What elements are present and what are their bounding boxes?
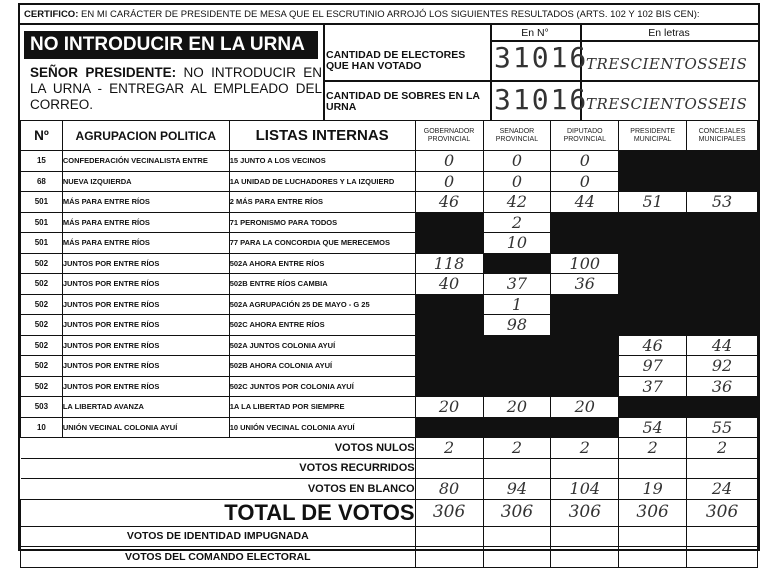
- row-lista: 502C JUNTOS POR COLONIA AYUÍ: [229, 376, 415, 397]
- summary-cell: 80: [415, 479, 483, 500]
- vote-cell: 98: [483, 315, 551, 336]
- blocked-cell: [687, 315, 758, 336]
- vote-cell: 37: [619, 376, 687, 397]
- row-lista: 502B AHORA COLONIA AYUÍ: [229, 356, 415, 377]
- blocked-cell: [619, 274, 687, 295]
- footer-cell: [619, 547, 687, 568]
- row-agrupacion: NUEVA IZQUIERDA: [62, 171, 229, 192]
- blocked-cell: [687, 294, 758, 315]
- total-cell: 306: [415, 499, 483, 526]
- row-agrupacion: JUNTOS POR ENTRE RÍOS: [62, 356, 229, 377]
- footer-cell: [551, 526, 619, 547]
- row-lista: 1A LA LIBERTAD POR SIEMPRE: [229, 397, 415, 418]
- header-en-letras: En letras: [648, 27, 690, 39]
- electores-label: CANTIDAD DE ELECTORES QUE HAN VOTADO: [326, 49, 466, 72]
- electores-number: 31016: [494, 41, 589, 74]
- summary-cell: [687, 458, 758, 479]
- summary-cell: 104: [551, 479, 619, 500]
- footer-cell: [619, 526, 687, 547]
- vote-cell: 44: [687, 335, 758, 356]
- blocked-cell: [483, 356, 551, 377]
- vote-cell: 44: [551, 192, 619, 213]
- row-lista: 10 UNIÓN VECINAL COLONIA AYUÍ: [229, 417, 415, 438]
- row-lista: 71 PERONISMO PARA TODOS: [229, 212, 415, 233]
- blocked-cell: [619, 212, 687, 233]
- vote-cell: 100: [551, 253, 619, 274]
- row-number: 501: [21, 233, 63, 254]
- row-lista: 1A UNIDAD DE LUCHADORES Y LA IZQUIERD: [229, 171, 415, 192]
- blocked-cell: [551, 315, 619, 336]
- electores-letters: TRESCIENTOSSEIS: [586, 55, 748, 73]
- table-row: [21, 417, 758, 438]
- total-row: [21, 499, 758, 526]
- row-number: 503: [21, 397, 63, 418]
- table-row: [21, 212, 758, 233]
- blocked-cell: [483, 376, 551, 397]
- blocked-cell: [619, 397, 687, 418]
- row-agrupacion: JUNTOS POR ENTRE RÍOS: [62, 335, 229, 356]
- blocked-cell: [687, 171, 758, 192]
- table-row: [21, 335, 758, 356]
- row-number: 501: [21, 212, 63, 233]
- row-agrupacion: JUNTOS POR ENTRE RÍOS: [62, 294, 229, 315]
- table-row: [21, 397, 758, 418]
- blocked-cell: [551, 294, 619, 315]
- total-cell: 306: [483, 499, 551, 526]
- summary-cell: 2: [619, 438, 687, 459]
- row-number: 502: [21, 253, 63, 274]
- header-gobernador: GOBERNADOR PROVINCIAL: [415, 121, 483, 151]
- table-row: [21, 253, 758, 274]
- row-agrupacion: JUNTOS POR ENTRE RÍOS: [62, 315, 229, 336]
- blocked-cell: [551, 335, 619, 356]
- row-lista: 502A AGRUPACIÓN 25 DE MAYO - G 25: [229, 294, 415, 315]
- row-agrupacion: LA LIBERTAD AVANZA: [62, 397, 229, 418]
- summary-cell: [619, 458, 687, 479]
- sobres-letters: TRESCIENTOSSEIS: [586, 95, 748, 113]
- table-row: [21, 274, 758, 295]
- blocked-cell: [483, 253, 551, 274]
- vote-cell: 92: [687, 356, 758, 377]
- row-agrupacion: MÁS PARA ENTRE RÍOS: [62, 192, 229, 213]
- footer-cell: [483, 547, 551, 568]
- vote-cell: 0: [483, 151, 551, 172]
- vote-cell: 0: [415, 151, 483, 172]
- summary-row: [21, 479, 758, 500]
- summary-cell: [551, 458, 619, 479]
- row-agrupacion: MÁS PARA ENTRE RÍOS: [62, 233, 229, 254]
- divider: [20, 23, 758, 25]
- summary-row: [21, 438, 758, 459]
- blocked-cell: [415, 212, 483, 233]
- escrutinio-sheet: [18, 3, 760, 563]
- table-row: [21, 294, 758, 315]
- vote-cell: 1: [483, 294, 551, 315]
- summary-label: VOTOS RECURRIDOS: [21, 458, 416, 479]
- table-row: [21, 171, 758, 192]
- header-numero: Nº: [21, 121, 63, 151]
- vote-cell: 2: [483, 212, 551, 233]
- footer-cell: [687, 526, 758, 547]
- footer-cell: [415, 547, 483, 568]
- senor-presidente-label: SEÑOR PRESIDENTE:: [30, 65, 177, 80]
- vote-cell: 20: [415, 397, 483, 418]
- row-lista: 77 PARA LA CONCORDIA QUE MERECEMOS: [229, 233, 415, 254]
- blocked-cell: [415, 233, 483, 254]
- divider: [323, 80, 758, 82]
- blocked-cell: [415, 376, 483, 397]
- blocked-cell: [415, 356, 483, 377]
- blocked-cell: [687, 397, 758, 418]
- blocked-cell: [415, 294, 483, 315]
- blocked-cell: [619, 253, 687, 274]
- blocked-cell: [483, 335, 551, 356]
- vote-cell: 51: [619, 192, 687, 213]
- total-label: TOTAL DE VOTOS: [21, 499, 416, 526]
- blocked-cell: [687, 274, 758, 295]
- vote-cell: 46: [619, 335, 687, 356]
- summary-cell: [483, 458, 551, 479]
- certifico-line: [24, 7, 756, 23]
- results-table: [20, 120, 758, 568]
- row-agrupacion: MÁS PARA ENTRE RÍOS: [62, 212, 229, 233]
- footer-label: VOTOS DEL COMANDO ELECTORAL: [21, 547, 416, 568]
- row-agrupacion: JUNTOS POR ENTRE RÍOS: [62, 274, 229, 295]
- blocked-cell: [551, 417, 619, 438]
- summary-cell: 2: [415, 438, 483, 459]
- banner-no-introducir: NO INTRODUCIR EN LA URNA: [24, 31, 318, 59]
- summary-cell: 2: [551, 438, 619, 459]
- row-number: 502: [21, 335, 63, 356]
- table-row: [21, 376, 758, 397]
- footer-row: [21, 526, 758, 547]
- blocked-cell: [687, 253, 758, 274]
- summary-cell: 2: [687, 438, 758, 459]
- footer-cell: [415, 526, 483, 547]
- vote-cell: 20: [551, 397, 619, 418]
- vote-cell: 20: [483, 397, 551, 418]
- certifico-label: CERTIFICO:: [24, 9, 79, 20]
- vote-cell: 46: [415, 192, 483, 213]
- vote-cell: 37: [483, 274, 551, 295]
- row-lista: 502B ENTRE RÍOS CAMBIA: [229, 274, 415, 295]
- footer-label: VOTOS DE IDENTIDAD IMPUGNADA: [21, 526, 416, 547]
- row-number: 501: [21, 192, 63, 213]
- vote-cell: 118: [415, 253, 483, 274]
- header-agrupacion: AGRUPACION POLITICA: [62, 121, 229, 151]
- header-concejales: CONCEJALES MUNICIPALES: [687, 121, 758, 151]
- blocked-cell: [687, 151, 758, 172]
- header-senador: SENADOR PROVINCIAL: [483, 121, 551, 151]
- blocked-cell: [687, 212, 758, 233]
- row-agrupacion: CONFEDERACIÓN VECINALISTA ENTRE: [62, 151, 229, 172]
- blocked-cell: [619, 233, 687, 254]
- vote-cell: 55: [687, 417, 758, 438]
- sobres-label: CANTIDAD DE SOBRES EN LA URNA: [326, 90, 480, 113]
- vote-cell: 0: [483, 171, 551, 192]
- blocked-cell: [551, 212, 619, 233]
- row-lista: 15 JUNTO A LOS VECINOS: [229, 151, 415, 172]
- table-row: [21, 151, 758, 172]
- row-lista: 2 MÁS PARA ENTRE RÍOS: [229, 192, 415, 213]
- row-number: 10: [21, 417, 63, 438]
- row-agrupacion: JUNTOS POR ENTRE RÍOS: [62, 376, 229, 397]
- blocked-cell: [551, 376, 619, 397]
- summary-cell: 94: [483, 479, 551, 500]
- blocked-cell: [415, 335, 483, 356]
- row-number: 68: [21, 171, 63, 192]
- divider: [323, 24, 325, 120]
- summary-label: VOTOS NULOS: [21, 438, 416, 459]
- table-row: [21, 192, 758, 213]
- header-diputado: DIPUTADO PROVINCIAL: [551, 121, 619, 151]
- vote-cell: 54: [619, 417, 687, 438]
- blocked-cell: [483, 417, 551, 438]
- row-number: 502: [21, 315, 63, 336]
- total-cell: 306: [551, 499, 619, 526]
- vote-cell: 0: [551, 151, 619, 172]
- blocked-cell: [551, 356, 619, 377]
- row-number: 502: [21, 294, 63, 315]
- row-number: 15: [21, 151, 63, 172]
- footer-cell: [551, 547, 619, 568]
- footer-cell: [483, 526, 551, 547]
- summary-cell: 24: [687, 479, 758, 500]
- header-en-numero: En N°: [521, 27, 549, 39]
- row-lista: 502A JUNTOS COLONIA AYUÍ: [229, 335, 415, 356]
- row-number: 502: [21, 274, 63, 295]
- row-agrupacion: UNIÓN VECINAL COLONIA AYUÍ: [62, 417, 229, 438]
- header-presidente: PRESIDENTE MUNICIPAL: [619, 121, 687, 151]
- blocked-cell: [619, 171, 687, 192]
- blocked-cell: [619, 151, 687, 172]
- vote-cell: 0: [551, 171, 619, 192]
- sobres-number: 31016: [494, 83, 589, 116]
- row-number: 502: [21, 356, 63, 377]
- row-lista: 502A AHORA ENTRE RÍOS: [229, 253, 415, 274]
- total-cell: 306: [619, 499, 687, 526]
- footer-row: [21, 547, 758, 568]
- vote-cell: 97: [619, 356, 687, 377]
- vote-cell: 53: [687, 192, 758, 213]
- vote-cell: 42: [483, 192, 551, 213]
- vote-cell: 36: [687, 376, 758, 397]
- summary-row: [21, 458, 758, 479]
- blocked-cell: [551, 233, 619, 254]
- vote-cell: 0: [415, 171, 483, 192]
- vote-cell: 10: [483, 233, 551, 254]
- header-listas: LISTAS INTERNAS: [229, 121, 415, 151]
- certifico-text: EN MI CARÁCTER DE PRESIDENTE DE MESA QUE EL ESCRUTINIO ARROJÓ LOS SIGUIENTES RESULTADOS (ARTS. 102 Y 102 BIS CEN):: [81, 9, 700, 20]
- total-cell: 306: [687, 499, 758, 526]
- blocked-cell: [619, 315, 687, 336]
- blocked-cell: [415, 417, 483, 438]
- row-number: 502: [21, 376, 63, 397]
- vote-cell: 36: [551, 274, 619, 295]
- row-lista: 502C AHORA ENTRE RÍOS: [229, 315, 415, 336]
- summary-label: VOTOS EN BLANCO: [21, 479, 416, 500]
- blocked-cell: [619, 294, 687, 315]
- summary-cell: 2: [483, 438, 551, 459]
- summary-cell: [415, 458, 483, 479]
- senor-presidente-text: NO INTRODUCIR EN LA URNA - ENTREGAR AL EMPLEADO DEL CORREO.: [30, 65, 322, 112]
- footer-cell: [687, 547, 758, 568]
- vote-cell: 40: [415, 274, 483, 295]
- summary-cell: 19: [619, 479, 687, 500]
- senor-presidente-note: [30, 65, 322, 113]
- blocked-cell: [687, 233, 758, 254]
- table-row: [21, 356, 758, 377]
- blocked-cell: [415, 315, 483, 336]
- row-agrupacion: JUNTOS POR ENTRE RÍOS: [62, 253, 229, 274]
- table-row: [21, 315, 758, 336]
- table-row: [21, 233, 758, 254]
